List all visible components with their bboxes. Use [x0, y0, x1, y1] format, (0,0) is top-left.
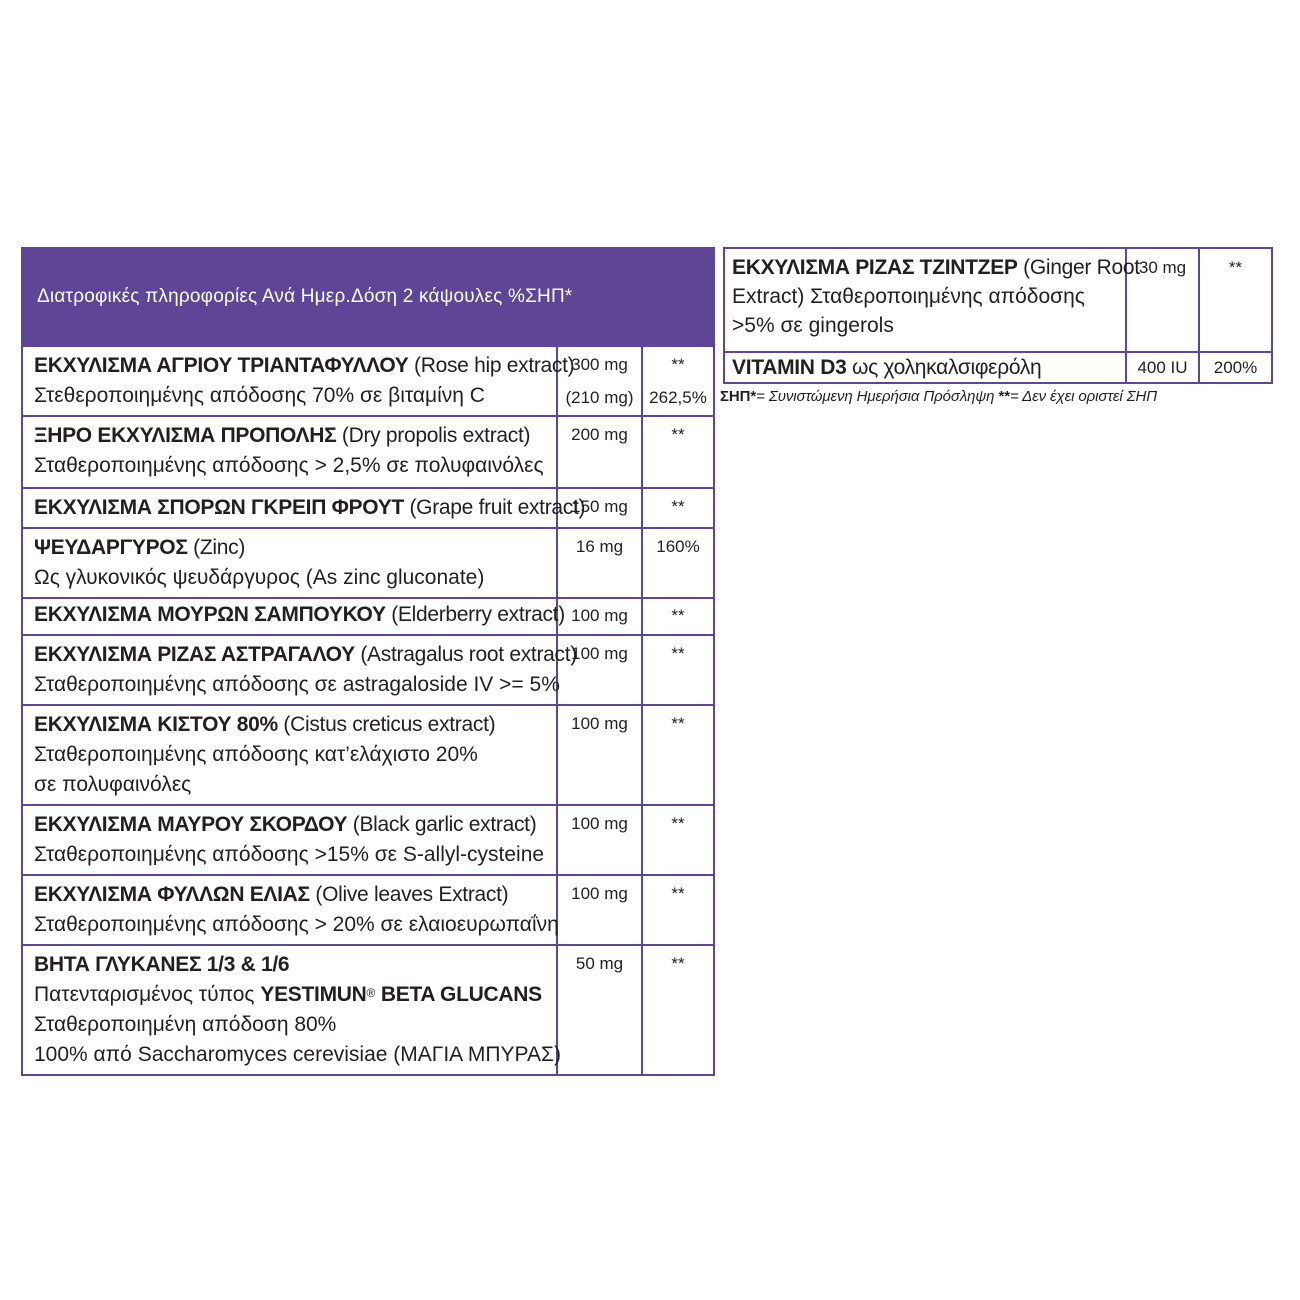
- amount-value: 300 mg: [571, 355, 628, 374]
- brand-name: YESTIMUN: [260, 983, 367, 1006]
- ingredient-cell: [22, 635, 577, 705]
- percent-value: **: [671, 355, 685, 374]
- percent-cell: **: [642, 875, 714, 945]
- amount-cell: 400 IU: [1126, 352, 1199, 383]
- percent-cell: [642, 346, 714, 416]
- amount-cell: 50 mg: [557, 945, 642, 1075]
- ingredient-name: ΒΗΤΑ ΓΛΥΚΑΝΕΣ 1/3 & 1/6: [34, 953, 290, 976]
- percent-cell: **: [642, 705, 714, 805]
- ingredient-cell: [22, 945, 561, 1075]
- footnote-rdi-label: ΣΗΠ*: [720, 388, 757, 405]
- amount-sub-value: (210 mg): [565, 388, 634, 407]
- percent-cell: **: [642, 488, 714, 528]
- ingredient-extract: (Grape fruit extract): [403, 496, 586, 519]
- ingredient-extract: (Black garlic extract): [347, 813, 537, 836]
- ingredient-name: ΕΚΧΥΛΙΣΜΑ ΑΓΡΙΟΥ ΤΡΙΑΝΤΑΦΥΛΛΟΥ: [34, 354, 409, 377]
- footnote: [720, 388, 1157, 405]
- amount-cell: 100 mg: [557, 805, 642, 875]
- ingredient-name: ΕΚΧΥΛΙΣΜΑ ΣΠΟΡΩΝ ΓΚΡΕΙΠ ΦΡΟΥΤ: [34, 496, 404, 519]
- table-row: [22, 875, 714, 945]
- percent-cell: 160%: [642, 528, 714, 598]
- footnote-undefined-label: **: [998, 388, 1010, 405]
- ingredient-detail: 100% από Saccharomyces cerevisiae (ΜΑΓΙΑ ΜΠΥΡΑΣ): [34, 1043, 561, 1066]
- table-row: [724, 352, 1272, 383]
- brand-name-suffix: BETA GLUCANS: [375, 983, 542, 1006]
- ingredient-extract: (Olive leaves Extract): [309, 883, 509, 906]
- ingredient-cell: [22, 528, 557, 598]
- ingredient-cell: [22, 875, 557, 945]
- ingredient-detail: Σταθεροποιημένη απόδοση 80%: [34, 1013, 337, 1036]
- ingredient-name: ΕΚΧΥΛΙΣΜΑ ΡΙΖΑΣ ΑΣΤΡΑΓΑΛΟΥ: [34, 643, 355, 666]
- percent-cell: **: [1199, 248, 1272, 352]
- percent-cell: **: [642, 805, 714, 875]
- ingredient-detail: Extract) Σταθεροποιημένης απόδοσης: [732, 285, 1085, 308]
- ingredient-detail: Στεθεροποιημένης απόδοσης 70% σε βιταμίνη C: [34, 384, 485, 407]
- ingredient-extract: (Ginger Root: [1017, 256, 1140, 279]
- amount-cell: 200 mg: [557, 416, 642, 488]
- ingredient-detail: Σταθεροποιημένης απόδοσης >15% σε S-allyl-cysteine: [34, 843, 545, 866]
- ingredient-name: ΨΕΥΔΑΡΓΥΡΟΣ: [34, 536, 188, 559]
- ingredient-cell: [22, 416, 557, 488]
- ingredient-extract: (Zinc): [187, 536, 246, 559]
- table-row: [724, 248, 1272, 352]
- table-row: [22, 945, 714, 1075]
- nutrition-table-continued: [723, 247, 1273, 384]
- amount-cell: 150 mg: [557, 488, 642, 528]
- amount-cell: 100 mg: [557, 598, 642, 635]
- ingredient-extract: ως χοληκαλσιφερόλη: [846, 356, 1042, 379]
- ingredient-cell: [22, 705, 557, 805]
- nutrition-table: [21, 247, 715, 1076]
- ingredient-name: VITAMIN D3: [732, 356, 847, 379]
- table-row: [22, 528, 714, 598]
- ingredient-name: ΕΚΧΥΛΙΣΜΑ ΡΙΖΑΣ ΤΖΙΝΤΖΕΡ: [732, 256, 1018, 279]
- ingredient-extract: (Astragalus root extract): [354, 643, 577, 666]
- amount-cell: 16 mg: [557, 528, 642, 598]
- ingredient-name: ΕΚΧΥΛΙΣΜΑ ΦΥΛΛΩΝ ΕΛΙΑΣ: [34, 883, 310, 906]
- ingredient-detail: Σταθεροποιημένης απόδοσης > 2,5% σε πολυφαινόλες: [34, 454, 544, 477]
- ingredient-cell: [724, 352, 1126, 383]
- ingredient-name: ΞΗΡΟ ΕΚΧΥΛΙΣΜΑ ΠΡΟΠΟΛΗΣ: [34, 424, 337, 447]
- table-row: [22, 346, 714, 416]
- percent-cell: 200%: [1199, 352, 1272, 383]
- footnote-undefined-text: = Δεν έχει οριστεί ΣΗΠ: [1009, 388, 1158, 405]
- ingredient-detail: Πατενταρισμένος τύπος: [34, 983, 261, 1006]
- amount-cell: 30 mg: [1126, 248, 1199, 352]
- ingredient-cell: [22, 488, 586, 528]
- ingredient-detail: >5% σε gingerols: [732, 314, 894, 337]
- ingredient-cell: [22, 805, 557, 875]
- amount-cell: 100 mg: [557, 635, 642, 705]
- table-row: [22, 635, 714, 705]
- ingredient-detail: Σταθεροποιημένης απόδοσης > 20% σε ελαιοευρωπαΐνη: [34, 913, 559, 936]
- table-row: [22, 705, 714, 805]
- ingredient-name: ΕΚΧΥΛΙΣΜΑ ΚΙΣΤΟΥ 80%: [34, 713, 278, 736]
- ingredient-name: ΕΚΧΥΛΙΣΜΑ ΜΑΥΡΟΥ ΣΚΟΡΔΟΥ: [34, 813, 348, 836]
- ingredient-extract: (Cistus creticus extract): [277, 713, 496, 736]
- table-row: [22, 598, 714, 635]
- table-header: Διατροφικές πληροφορίες Ανά Ημερ.Δόση 2 κάψουλες %ΣΗΠ*: [22, 248, 714, 346]
- amount-cell: 100 mg: [557, 875, 642, 945]
- ingredient-extract: (Elderberry extract): [385, 603, 565, 626]
- percent-cell: **: [642, 635, 714, 705]
- ingredient-cell: [22, 346, 575, 416]
- ingredient-cell: [724, 248, 1140, 352]
- footnote-rdi-text: = Συνιστώμενη Ημερήσια Πρόσληψη: [756, 388, 999, 405]
- amount-cell: 100 mg: [557, 705, 642, 805]
- table-row: [22, 488, 714, 528]
- ingredient-name: ΕΚΧΥΛΙΣΜΑ ΜΟΥΡΩΝ ΣΑΜΠΟΥΚΟΥ: [34, 603, 386, 626]
- percent-cell: **: [642, 945, 714, 1075]
- table-row: [22, 416, 714, 488]
- ingredient-detail: σε πολυφαινόλες: [34, 773, 192, 796]
- percent-cell: **: [642, 598, 714, 635]
- ingredient-detail: Ως γλυκονικός ψευδάργυρος (As zinc gluconate): [34, 566, 485, 589]
- ingredient-extract: (Rose hip extract): [408, 354, 575, 377]
- ingredient-detail: Σταθεροποιημένης απόδοσης κατ’ελάχιστο 20%: [34, 743, 478, 766]
- table-row: [22, 805, 714, 875]
- ingredient-detail: Σταθεροποιημένης απόδοσης σε astragaloside IV >= 5%: [34, 673, 560, 696]
- ingredient-extract: (Dry propolis extract): [336, 424, 531, 447]
- percent-cell: **: [642, 416, 714, 488]
- registered-mark: ®: [366, 986, 376, 1000]
- ingredient-cell: [22, 598, 565, 635]
- percent-sub-value: 262,5%: [649, 388, 707, 407]
